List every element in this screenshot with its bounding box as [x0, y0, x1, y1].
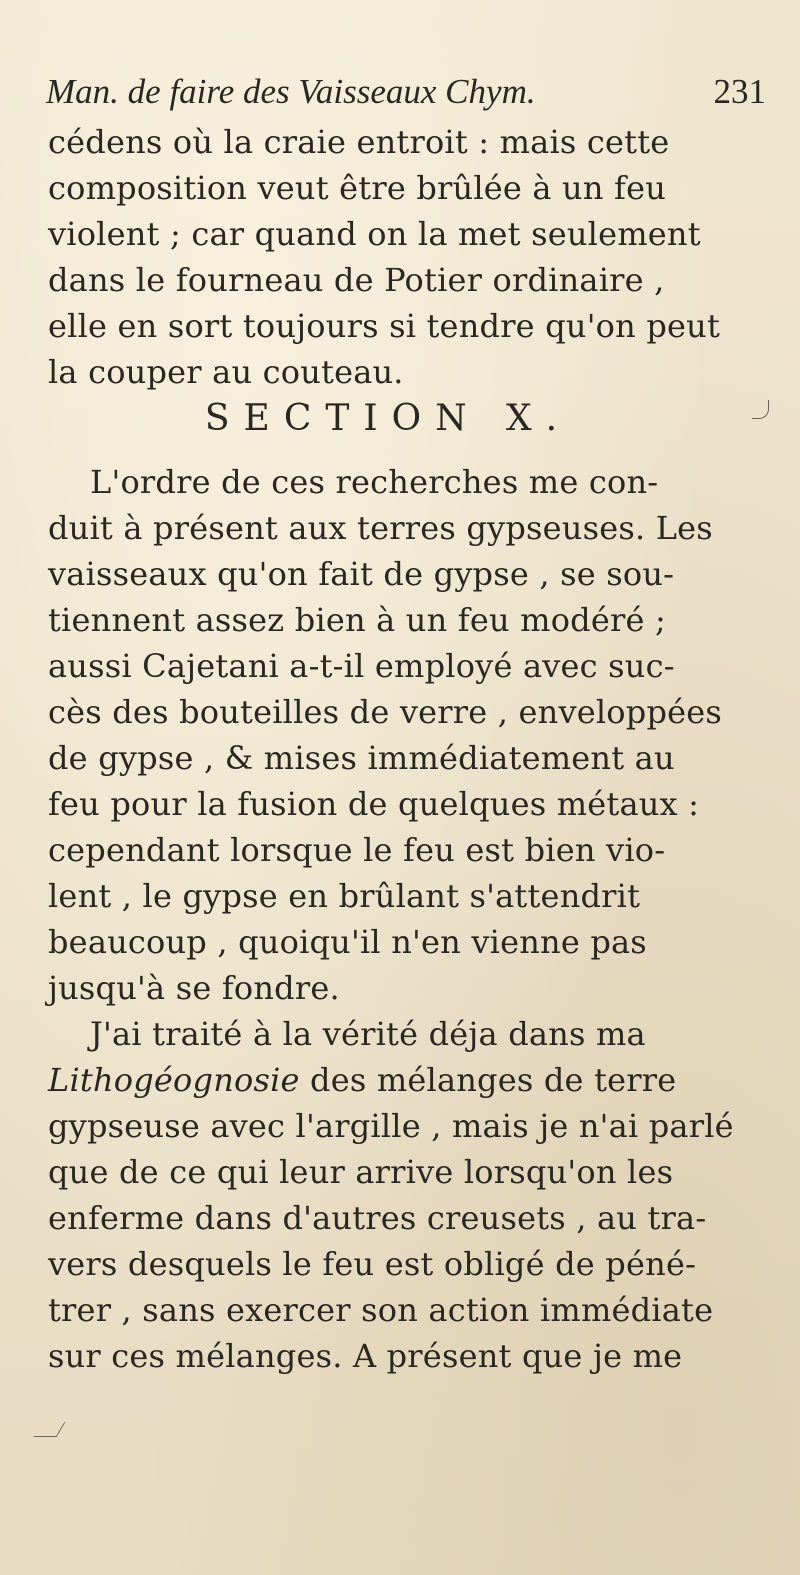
text-line: de gypse , & mises immédiatement au	[48, 739, 675, 777]
pencil-mark	[34, 1422, 66, 1437]
running-title: Man. de faire des Vaisseaux Chym.	[46, 72, 536, 111]
text-line: enferme dans d'autres creusets , au tra-	[48, 1199, 707, 1237]
text-line: duit à présent aux terres gypseuses. Les	[48, 509, 713, 547]
text-line: la couper au couteau.	[48, 353, 404, 391]
text-line: cédens où la craie entroit : mais cette	[48, 123, 670, 161]
text-line: J'ai traité à la vérité déja dans ma	[90, 1015, 646, 1053]
text-line: cependant lorsque le feu est bien vio-	[48, 831, 666, 869]
page-number: 231	[713, 72, 766, 111]
text-line: vaisseaux qu'on fait de gypse , se sou-	[48, 555, 675, 593]
text-line: sur ces mélanges. A présent que je me	[48, 1337, 683, 1375]
text-line	[48, 1058, 676, 1102]
page-header	[46, 68, 766, 116]
pencil-mark	[752, 400, 769, 419]
text-line: beaucoup , quoiqu'il n'en vienne pas	[48, 923, 647, 961]
text-line: composition veut être brûlée à un feu	[48, 169, 667, 207]
text-line: aussi Cajetani a-t-il employé avec suc-	[48, 647, 675, 685]
text-line: trer , sans exercer son action immédiate	[48, 1291, 714, 1329]
text-line: violent ; car quand on la met seulement	[48, 215, 701, 253]
text-line: cès des bouteilles de verre , enveloppées	[48, 693, 723, 731]
text-line: jusqu'à se fondre.	[48, 969, 340, 1007]
text-line: dans le fourneau de Potier ordinaire ,	[48, 261, 665, 299]
text-line: L'ordre de ces recherches me con-	[90, 463, 659, 501]
text-line: elle en sort toujours si tendre qu'on peut	[48, 307, 721, 345]
text-line: lent , le gypse en brûlant s'attendrit	[48, 877, 641, 915]
text-line: tiennent assez bien à un feu modéré ;	[48, 601, 666, 639]
text-line: que de ce qui leur arrive lorsqu'on les	[48, 1153, 674, 1191]
line-continuation: des mélanges de terre	[299, 1061, 677, 1099]
text-line: gypseuse avec l'argille , mais je n'ai parlé	[48, 1107, 734, 1145]
section-heading: SECTION X.	[204, 398, 572, 439]
book-title: Lithogéognosie	[48, 1061, 300, 1099]
text-line: vers desquels le feu est obligé de péné-	[48, 1245, 697, 1283]
text-line: feu pour la fusion de quelques métaux :	[48, 785, 700, 823]
